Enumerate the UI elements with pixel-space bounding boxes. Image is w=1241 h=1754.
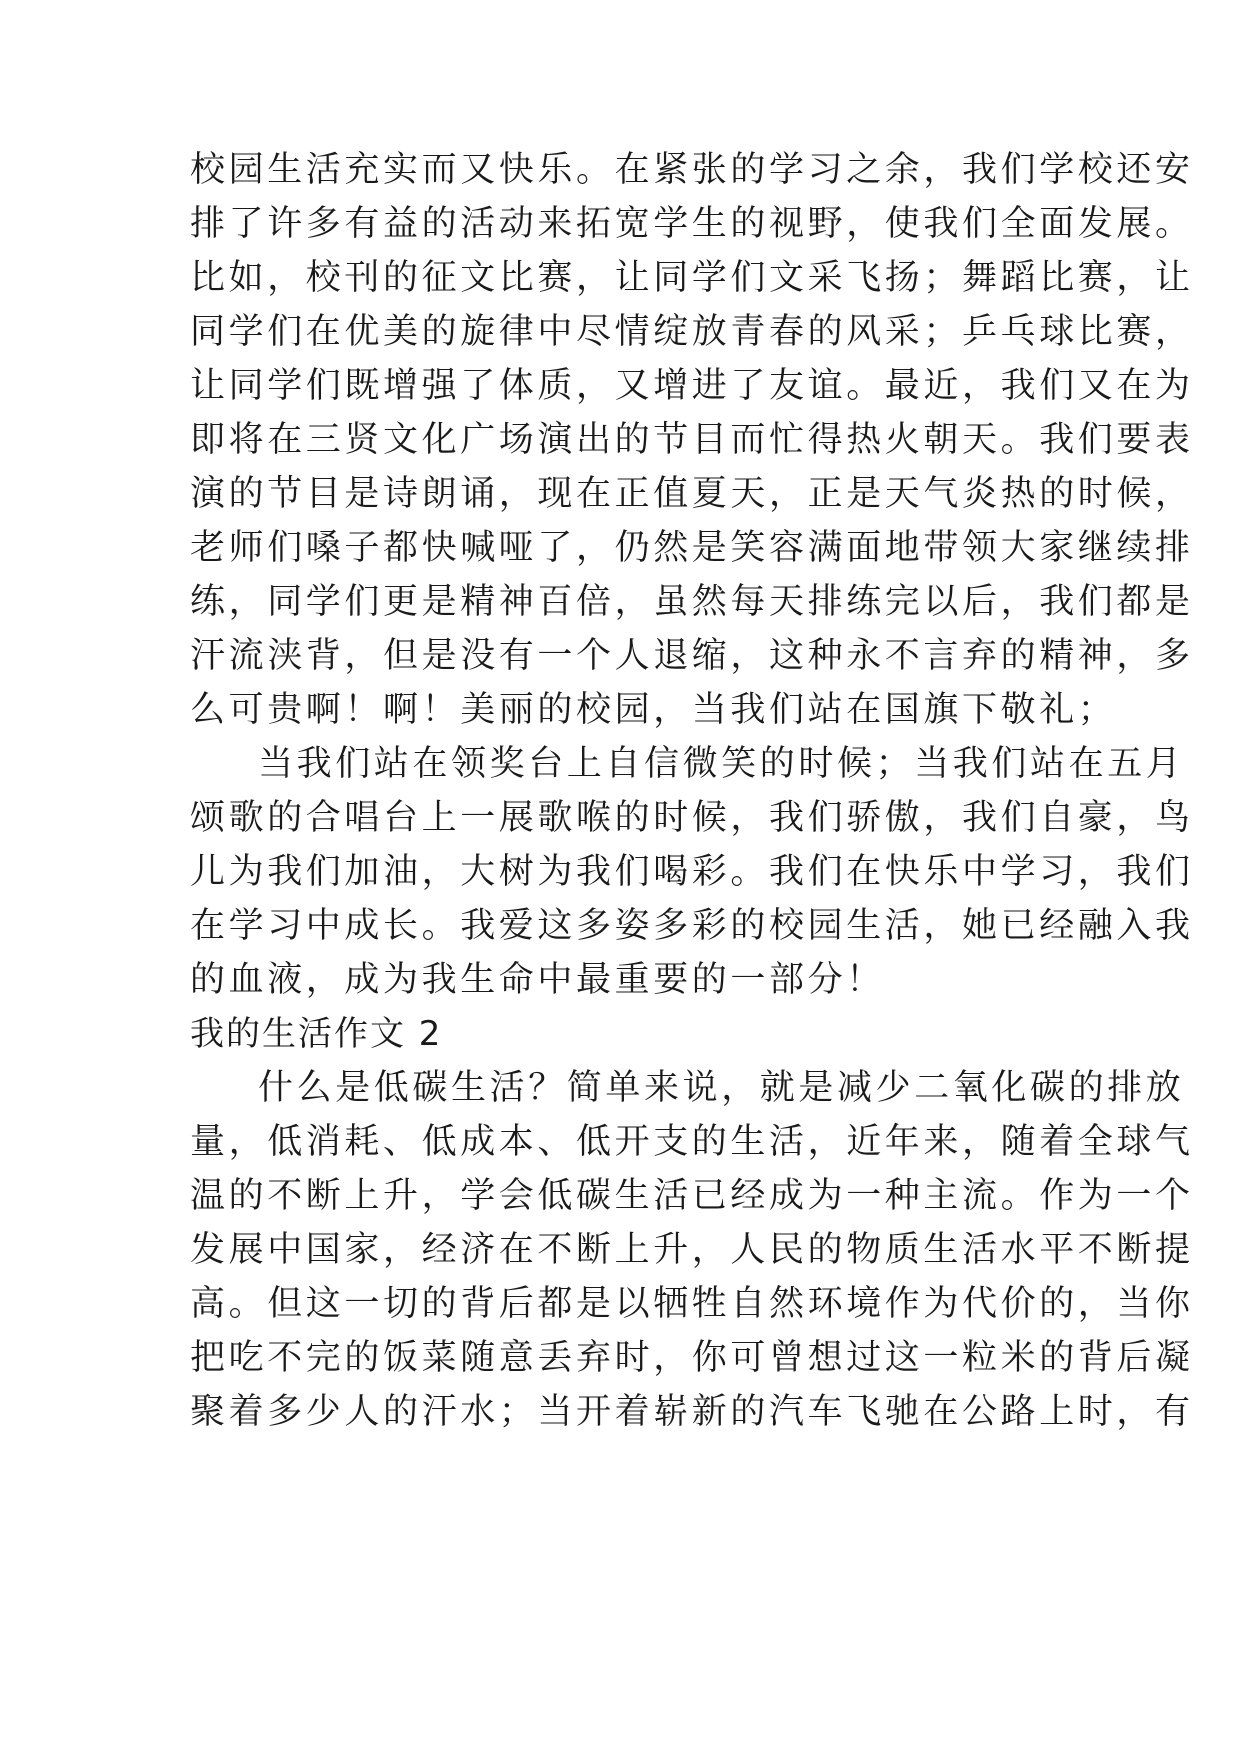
text-line: 练，同学们更是精神百倍，虽然每天排练完以后，我们都是 [190, 582, 1194, 622]
text-line: 颂歌的合唱台上一展歌喉的时候，我们骄傲，我们自豪，鸟 [190, 798, 1194, 838]
text-line: 演的节目是诗朗诵，现在正值夏天，正是天气炎热的时候， [190, 474, 1194, 514]
text-line: 同学们在优美的旋律中尽情绽放青春的风采；乒乓球比赛， [190, 312, 1194, 352]
text-line: 高。但这一切的背后都是以牺牲自然环境作为代价的，当你 [190, 1284, 1194, 1324]
text-line: 老师们嗓子都快喊哑了，仍然是笑容满面地带领大家继续排 [190, 528, 1194, 568]
text-line: 发展中国家，经济在不断上升，人民的物质生活水平不断提 [190, 1230, 1194, 1270]
text-line: 量，低消耗、低成本、低开支的生活，近年来，随着全球气 [190, 1122, 1194, 1162]
text-line: 当我们站在领奖台上自信微笑的时候；当我们站在五月 [258, 744, 1185, 784]
text-line: 的血液，成为我生命中最重要的一部分！ [190, 960, 885, 1000]
text-line: 让同学们既增强了体质，又增进了友谊。最近，我们又在为 [190, 366, 1194, 406]
text-line: 儿为我们加油，大树为我们喝彩。我们在快乐中学习，我们 [190, 852, 1194, 892]
text-line: 聚着多少人的汗水；当开着崭新的汽车飞驰在公路上时，有 [190, 1392, 1194, 1432]
text-line: 比如，校刊的征文比赛，让同学们文采飞扬；舞蹈比赛，让 [190, 258, 1194, 298]
text-line: 把吃不完的饭菜随意丢弃时，你可曾想过这一粒米的背后凝 [190, 1338, 1194, 1378]
text-line: 么可贵啊！啊！美丽的校园，当我们站在国旗下敬礼； [190, 690, 1117, 730]
text-line: 在学习中成长。我爱这多姿多彩的校园生活，她已经融入我 [190, 906, 1194, 946]
text-line: 汗流浃背，但是没有一个人退缩，这种永不言弃的精神，多 [190, 636, 1194, 676]
text-line: 排了许多有益的活动来拓宽学生的视野，使我们全面发展。 [190, 204, 1194, 244]
text-line: 什么是低碳生活？简单来说，就是减少二氧化碳的排放 [258, 1068, 1185, 1108]
text-line: 即将在三贤文化广场演出的节目而忙得热火朝天。我们要表 [190, 420, 1194, 460]
text-line: 校园生活充实而又快乐。在紧张的学习之余，我们学校还安 [190, 150, 1194, 190]
text-line: 温的不断上升，学会低碳生活已经成为一种主流。作为一个 [190, 1176, 1194, 1216]
section-heading: 我的生活作文 2 [190, 1014, 443, 1054]
